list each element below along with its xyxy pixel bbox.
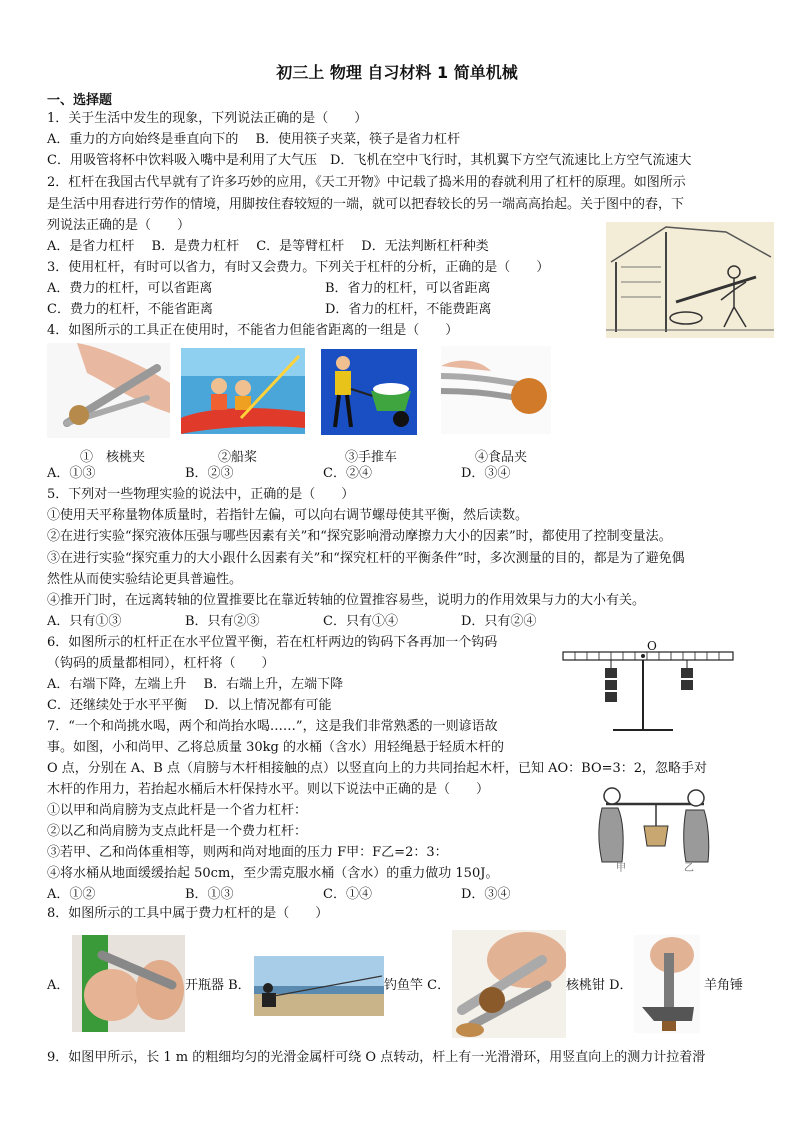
q7-line1: 7．“一个和尚挑水喝，两个和尚抬水喝……”，这是我们非常熟悉的一则谚语故 <box>47 719 498 734</box>
q9-line1: 9．如图甲所示，长 1 m 的粗细均匀的光滑金属杆可绕 O 点转动，杆上有一光滑滑环，用竖直向上的测力计拉着滑 <box>47 1050 706 1065</box>
q7-line4: 木杆的作用力，若抬起水桶后木杆保持水平。则以下说法中正确的是（ ） <box>47 782 490 797</box>
q8-stem: 8．如图所示的工具中属于费力杠杆的是（ ） <box>47 906 329 921</box>
fulcrum-label: O <box>647 639 657 653</box>
q6-line1: 6．如图所示的杠杆正在水平位置平衡，若在杠杆两边的钩码下各再加一个钩码 <box>47 635 498 650</box>
monk-jia-label: 甲 <box>616 863 626 874</box>
q4-option-c: C．②④ <box>323 466 372 481</box>
page-title: 初三上 物理 自习材料 1 简单机械 <box>276 63 518 82</box>
q2-line2: 是生活中用舂进行劳作的情境，用脚按住舂较短的一端，就可以把舂较长的另一端高高抬起。关于图中的舂，下 <box>47 197 685 212</box>
q7-statement-3: ③若甲、乙和尚体重相等，则两和尚对地面的压力 F甲：F乙=2：3： <box>47 845 448 860</box>
q2-line1: 2．杠杆在我国古代早就有了许多巧妙的应用，《天工开物》中记载了捣米用的舂就利用了杠杆的原理。如图所示 <box>47 175 686 190</box>
q4-stem: 4．如图所示的工具正在使用时，不能省力但能省距离的一组是（ ） <box>47 323 459 338</box>
q5-statement-1: ①使用天平称量物体质量时，若指针左偏，可以向右调节螺母使其平衡，然后读数。 <box>47 508 529 523</box>
q5-stem: 5．下列对一些物理实验的说法中，正确的是（ ） <box>47 487 355 502</box>
q5-statement-2: ②在进行实验“探究液体压强与哪些因素有关”和“探究影响滑动摩擦力大小的因素”时，都使用了控制变量法。 <box>47 529 672 544</box>
kayak-photo <box>181 348 305 434</box>
q5-option-b: B．只有②③ <box>185 614 260 629</box>
claw-hammer-photo <box>634 935 700 1033</box>
q8-caption-d: 羊角锤 <box>704 978 744 993</box>
q5-option-a: A．只有①③ <box>47 614 122 629</box>
q4-caption-1: ① 核桃夹 <box>80 450 146 465</box>
q7-statement-1: ①以甲和尚肩膀为支点此杆是一个省力杠杆： <box>47 803 308 818</box>
q5-statement-3b: 然性从而使实验结论更具普遍性。 <box>47 572 243 587</box>
q1-options-ab: A．重力的方向始终是垂直向下的 B．使用筷子夹菜，筷子是省力杠杆 <box>47 132 461 147</box>
q8-option-a: A． <box>47 978 70 993</box>
q5-statement-3a: ③在进行实验“探究重力的大小跟什么因素有关”和“探究杠杆的平衡条件”时，多次测量的目的，都是为了避免偶 <box>47 551 685 566</box>
q3-option-d: D．省力的杠杆，不能费距离 <box>325 302 492 317</box>
q5-option-d: D．只有②④ <box>461 614 537 629</box>
q5-option-c: C．只有①④ <box>323 614 398 629</box>
q1-options-cd: C．用吸管将杯中饮料吸入嘴中是利用了大气压 D．飞机在空中飞行时，其机翼下方空气流速比上方空气流速大 <box>47 153 692 168</box>
q3-stem: 3．使用杠杆，有时可以省力，有时又会费力。下列关于杠杆的分析，正确的是（ ） <box>47 260 550 275</box>
q8-caption-a: 开瓶器 B． <box>185 978 251 993</box>
q2-line3: 列说法正确的是（ ） <box>47 218 191 233</box>
q7-option-a: A．①② <box>47 887 96 902</box>
pestle-illustration <box>606 222 774 338</box>
q7-line2: 事。如图，小和尚甲、乙将总质量 30kg 的水桶（含水）用轻绳悬于轻质木杆的 <box>47 740 505 755</box>
section-heading: 一、选择题 <box>47 93 113 108</box>
food-tongs-photo <box>441 346 551 434</box>
q3-option-a: A．费力的杠杆，可以省距离 <box>47 281 213 296</box>
q8-caption-b: 钓鱼竿 C． <box>384 978 451 993</box>
q7-statement-2: ②以乙和尚肩膀为支点此杆是一个费力杠杆： <box>47 824 308 839</box>
fishing-rod-photo <box>254 956 384 1016</box>
monk-yi-label: 乙 <box>684 863 694 874</box>
q7-line3: O 点，分别在 A、B 点（肩膀与木杆相接触的点）以竖直向上的力共同抬起木杆，已知 AO：BO=3：2，忽略手对 <box>47 761 708 776</box>
q4-option-b: B．②③ <box>185 466 234 481</box>
monks-carrying-water-illustration <box>588 782 720 874</box>
q8-caption-c: 核桃钳 D． <box>566 978 633 993</box>
q4-caption-2: ②船桨 <box>218 450 258 465</box>
q2-options: A．是省力杠杆 B．是费力杠杆 C．是等臂杠杆 D．无法判断杠杆种类 <box>47 239 489 254</box>
q5-statement-4: ④推开门时，在远离转轴的位置推要比在靠近转轴的位置推容易些，说明力的作用效果与力的大小有关。 <box>47 593 646 608</box>
nutcracker-photo <box>47 343 170 438</box>
q6-options-ab: A．右端下降，左端上升 B．右端上升，左端下降 <box>47 677 344 692</box>
q3-option-b: B．省力的杠杆，可以省距离 <box>325 281 491 296</box>
q7-option-b: B．①③ <box>185 887 234 902</box>
q6-options-cd: C．还继续处于水平平衡 D．以上情况都有可能 <box>47 698 332 713</box>
wheelbarrow-illustration <box>321 349 417 435</box>
walnut-pliers-photo <box>452 930 566 1038</box>
q7-option-c: C．①④ <box>323 887 372 902</box>
q6-line2: （钩码的质量都相同），杠杆将（ ） <box>47 656 275 671</box>
q3-option-c: C．费力的杠杆，不能省距离 <box>47 302 213 317</box>
q7-option-d: D．③④ <box>461 887 511 902</box>
q4-option-a: A．①③ <box>47 466 96 481</box>
q4-option-d: D．③④ <box>461 466 511 481</box>
q7-statement-4: ④将水桶从地面缓缓抬起 50cm，至少需克服水桶（含水）的重力做功 150J。 <box>47 866 499 881</box>
q1-stem: 1．关于生活中发生的现象，下列说法正确的是（ ） <box>47 111 368 126</box>
bottle-opener-photo <box>72 935 185 1032</box>
q4-caption-4: ④食品夹 <box>475 450 528 465</box>
q4-caption-3: ③手推车 <box>345 450 398 465</box>
